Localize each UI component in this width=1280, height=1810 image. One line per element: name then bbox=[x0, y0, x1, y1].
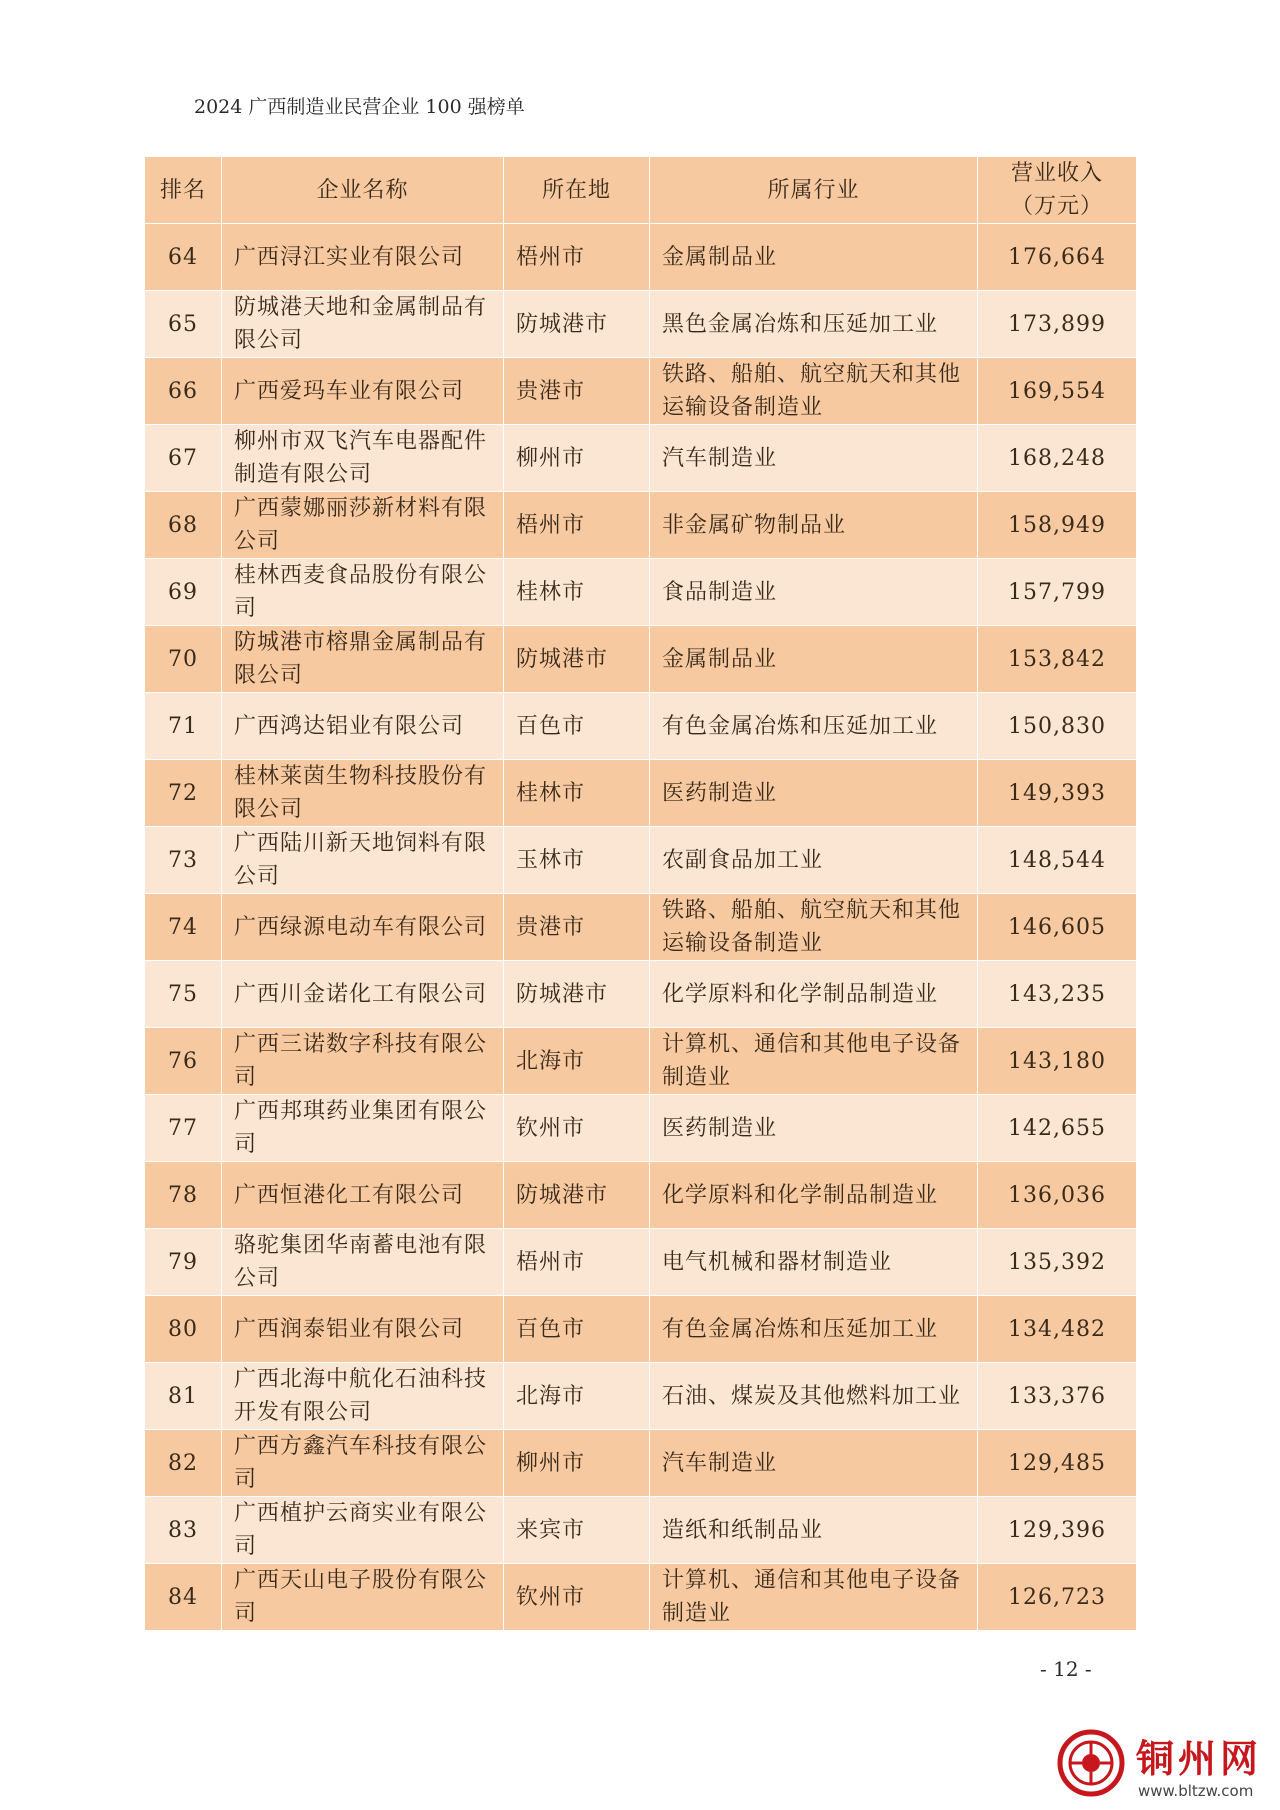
table-row bbox=[145, 1430, 1137, 1497]
industry-cell: 医药制造业 bbox=[650, 1095, 978, 1162]
company-cell: 广西邦琪药业集团有限公司 bbox=[222, 1095, 504, 1162]
company-cell: 广西蒙娜丽莎新材料有限公司 bbox=[222, 492, 504, 559]
location-cell: 梧州市 bbox=[504, 492, 650, 559]
table-row bbox=[145, 224, 1137, 291]
industry-cell: 有色金属冶炼和压延加工业 bbox=[650, 693, 978, 760]
location-cell: 钦州市 bbox=[504, 1564, 650, 1631]
rank-cell: 75 bbox=[145, 961, 222, 1028]
location-cell: 来宾市 bbox=[504, 1497, 650, 1564]
revenue-cell: 158,949 bbox=[978, 492, 1137, 559]
location-cell: 百色市 bbox=[504, 693, 650, 760]
location-cell: 桂林市 bbox=[504, 559, 650, 626]
revenue-cell: 143,235 bbox=[978, 961, 1137, 1028]
table-row bbox=[145, 492, 1137, 559]
revenue-cell: 133,376 bbox=[978, 1363, 1137, 1430]
rank-cell: 84 bbox=[145, 1564, 222, 1631]
table-row bbox=[145, 1296, 1137, 1363]
table-row bbox=[145, 961, 1137, 1028]
location-cell: 百色市 bbox=[504, 1296, 650, 1363]
industry-cell: 化学原料和化学制品制造业 bbox=[650, 1162, 978, 1229]
industry-cell: 农副食品加工业 bbox=[650, 827, 978, 894]
industry-cell: 化学原料和化学制品制造业 bbox=[650, 961, 978, 1028]
company-cell: 广西川金诺化工有限公司 bbox=[222, 961, 504, 1028]
table-row bbox=[145, 425, 1137, 492]
location-cell: 贵港市 bbox=[504, 358, 650, 425]
company-cell: 桂林西麦食品股份有限公司 bbox=[222, 559, 504, 626]
industry-cell: 非金属矿物制品业 bbox=[650, 492, 978, 559]
location-cell: 柳州市 bbox=[504, 1430, 650, 1497]
table-header-row bbox=[145, 157, 1137, 224]
revenue-cell: 129,485 bbox=[978, 1430, 1137, 1497]
industry-cell: 金属制品业 bbox=[650, 224, 978, 291]
location-cell: 防城港市 bbox=[504, 1162, 650, 1229]
rank-cell: 69 bbox=[145, 559, 222, 626]
revenue-cell: 168,248 bbox=[978, 425, 1137, 492]
rank-cell: 71 bbox=[145, 693, 222, 760]
revenue-cell: 169,554 bbox=[978, 358, 1137, 425]
company-cell: 柳州市双飞汽车电器配件制造有限公司 bbox=[222, 425, 504, 492]
site-url: www.bltzw.com bbox=[1138, 1782, 1254, 1800]
header-revenue: 营业收入（万元） bbox=[978, 157, 1137, 224]
industry-cell: 造纸和纸制品业 bbox=[650, 1497, 978, 1564]
industry-cell: 食品制造业 bbox=[650, 559, 978, 626]
industry-cell: 有色金属冶炼和压延加工业 bbox=[650, 1296, 978, 1363]
table-row bbox=[145, 291, 1137, 358]
rank-cell: 72 bbox=[145, 760, 222, 827]
revenue-cell: 157,799 bbox=[978, 559, 1137, 626]
site-name: 铜州网 bbox=[1136, 1737, 1263, 1781]
table-row bbox=[145, 760, 1137, 827]
rank-cell: 74 bbox=[145, 894, 222, 961]
rank-cell: 65 bbox=[145, 291, 222, 358]
table-row bbox=[145, 1497, 1137, 1564]
rank-cell: 68 bbox=[145, 492, 222, 559]
table-body bbox=[145, 224, 1137, 1631]
location-cell: 钦州市 bbox=[504, 1095, 650, 1162]
site-watermark bbox=[1052, 1726, 1274, 1806]
rank-cell: 73 bbox=[145, 827, 222, 894]
rank-cell: 70 bbox=[145, 626, 222, 693]
industry-cell: 汽车制造业 bbox=[650, 1430, 978, 1497]
industry-cell: 计算机、通信和其他电子设备制造业 bbox=[650, 1564, 978, 1631]
location-cell: 桂林市 bbox=[504, 760, 650, 827]
industry-cell: 铁路、船舶、航空航天和其他运输设备制造业 bbox=[650, 358, 978, 425]
industry-cell: 石油、煤炭及其他燃料加工业 bbox=[650, 1363, 978, 1430]
table-row bbox=[145, 1229, 1137, 1296]
revenue-cell: 150,830 bbox=[978, 693, 1137, 760]
header-location: 所在地 bbox=[504, 157, 650, 224]
revenue-cell: 173,899 bbox=[978, 291, 1137, 358]
ranking-table bbox=[144, 156, 1137, 1631]
table-row bbox=[145, 1095, 1137, 1162]
rank-cell: 67 bbox=[145, 425, 222, 492]
company-cell: 骆驼集团华南蓄电池有限公司 bbox=[222, 1229, 504, 1296]
table-row bbox=[145, 559, 1137, 626]
table-row bbox=[145, 894, 1137, 961]
revenue-cell: 142,655 bbox=[978, 1095, 1137, 1162]
revenue-cell: 146,605 bbox=[978, 894, 1137, 961]
rank-cell: 80 bbox=[145, 1296, 222, 1363]
industry-cell: 医药制造业 bbox=[650, 760, 978, 827]
industry-cell: 金属制品业 bbox=[650, 626, 978, 693]
industry-cell: 铁路、船舶、航空航天和其他运输设备制造业 bbox=[650, 894, 978, 961]
revenue-cell: 176,664 bbox=[978, 224, 1137, 291]
company-cell: 防城港天地和金属制品有限公司 bbox=[222, 291, 504, 358]
rank-cell: 81 bbox=[145, 1363, 222, 1430]
table-row bbox=[145, 827, 1137, 894]
company-cell: 广西北海中航化石油科技开发有限公司 bbox=[222, 1363, 504, 1430]
rank-cell: 83 bbox=[145, 1497, 222, 1564]
header-rank: 排名 bbox=[145, 157, 222, 224]
company-cell: 广西鸿达铝业有限公司 bbox=[222, 693, 504, 760]
revenue-cell: 149,393 bbox=[978, 760, 1137, 827]
company-cell: 防城港市榕鼎金属制品有限公司 bbox=[222, 626, 504, 693]
company-cell: 广西润泰铝业有限公司 bbox=[222, 1296, 504, 1363]
table-row bbox=[145, 626, 1137, 693]
table-row bbox=[145, 1363, 1137, 1430]
table-row bbox=[145, 358, 1137, 425]
location-cell: 北海市 bbox=[504, 1363, 650, 1430]
location-cell: 玉林市 bbox=[504, 827, 650, 894]
revenue-cell: 153,842 bbox=[978, 626, 1137, 693]
revenue-cell: 135,392 bbox=[978, 1229, 1137, 1296]
industry-cell: 黑色金属冶炼和压延加工业 bbox=[650, 291, 978, 358]
company-cell: 广西三诺数字科技有限公司 bbox=[222, 1028, 504, 1095]
company-cell: 桂林莱茵生物科技股份有限公司 bbox=[222, 760, 504, 827]
page-number: - 12 - bbox=[1040, 1657, 1092, 1681]
rank-cell: 79 bbox=[145, 1229, 222, 1296]
company-cell: 广西恒港化工有限公司 bbox=[222, 1162, 504, 1229]
location-cell: 防城港市 bbox=[504, 291, 650, 358]
company-cell: 广西陆川新天地饲料有限公司 bbox=[222, 827, 504, 894]
location-cell: 贵港市 bbox=[504, 894, 650, 961]
rank-cell: 76 bbox=[145, 1028, 222, 1095]
location-cell: 柳州市 bbox=[504, 425, 650, 492]
company-cell: 广西植护云商实业有限公司 bbox=[222, 1497, 504, 1564]
revenue-cell: 143,180 bbox=[978, 1028, 1137, 1095]
revenue-cell: 126,723 bbox=[978, 1564, 1137, 1631]
table-row bbox=[145, 1564, 1137, 1631]
revenue-cell: 129,396 bbox=[978, 1497, 1137, 1564]
rank-cell: 78 bbox=[145, 1162, 222, 1229]
revenue-cell: 134,482 bbox=[978, 1296, 1137, 1363]
industry-cell: 电气机械和器材制造业 bbox=[650, 1229, 978, 1296]
rank-cell: 64 bbox=[145, 224, 222, 291]
rank-cell: 82 bbox=[145, 1430, 222, 1497]
location-cell: 防城港市 bbox=[504, 961, 650, 1028]
company-cell: 广西绿源电动车有限公司 bbox=[222, 894, 504, 961]
rank-cell: 66 bbox=[145, 358, 222, 425]
company-cell: 广西方鑫汽车科技有限公司 bbox=[222, 1430, 504, 1497]
rank-cell: 77 bbox=[145, 1095, 222, 1162]
table-row bbox=[145, 693, 1137, 760]
company-cell: 广西天山电子股份有限公司 bbox=[222, 1564, 504, 1631]
revenue-cell: 148,544 bbox=[978, 827, 1137, 894]
company-cell: 广西爱玛车业有限公司 bbox=[222, 358, 504, 425]
header-industry: 所属行业 bbox=[650, 157, 978, 224]
industry-cell: 计算机、通信和其他电子设备制造业 bbox=[650, 1028, 978, 1095]
site-logo-icon bbox=[1056, 1728, 1126, 1798]
industry-cell: 汽车制造业 bbox=[650, 425, 978, 492]
table-row bbox=[145, 1162, 1137, 1229]
location-cell: 北海市 bbox=[504, 1028, 650, 1095]
location-cell: 梧州市 bbox=[504, 224, 650, 291]
location-cell: 防城港市 bbox=[504, 626, 650, 693]
document-title: 2024 广西制造业民营企业 100 强榜单 bbox=[194, 96, 525, 118]
table-row bbox=[145, 1028, 1137, 1095]
location-cell: 梧州市 bbox=[504, 1229, 650, 1296]
company-cell: 广西浔江实业有限公司 bbox=[222, 224, 504, 291]
header-company: 企业名称 bbox=[222, 157, 504, 224]
revenue-cell: 136,036 bbox=[978, 1162, 1137, 1229]
